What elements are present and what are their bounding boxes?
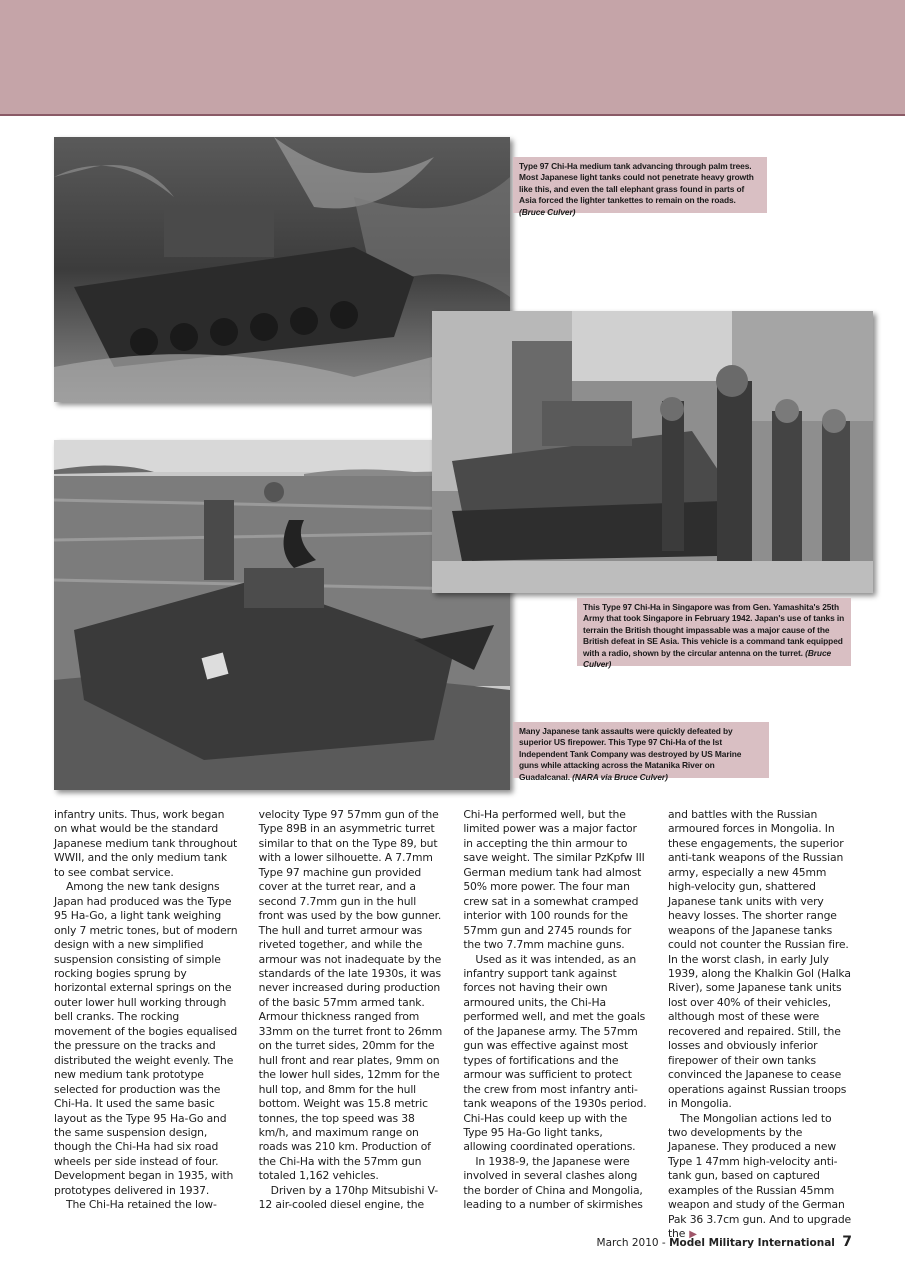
photo-singapore-tank <box>432 311 873 593</box>
article-body <box>54 808 852 1241</box>
caption-credit: (Bruce Culver) <box>583 647 832 670</box>
article-column-2 <box>259 808 443 1220</box>
header-band <box>0 0 905 114</box>
paragraph: In 1938-9, the Japanese were involved in several clashes along the border of China and Mongolia, leading to a number of skirmishes <box>463 1154 643 1212</box>
caption-guadalcanal <box>513 722 769 782</box>
caption-text: This Type 97 Chi-Ha in Singapore was from Gen. Yamashita's 25th Army that took Singapore in February 1942. Japan's use of tanks in terrain the British thought impassable was a major cause of the British defeat in SE Asia. This vehicle is a command tank equipped with a radio, shown by the circular antenna on the turret. <box>583 602 845 658</box>
page-number: 7 <box>842 1234 852 1250</box>
paragraph: velocity Type 97 57mm gun of the Type 89B in an asymmetric turret similar to that on the Type 89, but with a lower silhouette. A 7.7mm Type 97 machine gun provided cover at the turret rear, and a second 7.7mm gun in the hull front was used by the bow gunner. The hull and turret armour was riveted together, and while the armour was not inadequate by the standards of the late 1930s, it was never increased during production of the basic 57mm armed tank. Armour thickness ranged from 33mm on the turret front to 26mm on the turret sides, 20mm for the hull front and rear plates, 9mm on the lower hull sides, 12mm for the hull top, and 8mm for the hull bottom. Weight was 15.8 metric tonnes, the top speed was 38 km/h, and maximum range on roads was 210 km. Production of the Chi-Ha with the 57mm gun totaled 1,162 vehicles. <box>258 808 443 1183</box>
header-rule <box>0 114 905 116</box>
article-column-3 <box>463 808 647 1220</box>
paragraph: and battles with the Russian armoured forces in Mongolia. In these engagements, the superior anti-tank weapons of the Russian army, especially a new 45mm high-velocity gun, shattered Japanese tank units with very heavy losses. The shorter range weapons of the Japanese tanks could not counter the Russian fire. In the worst clash, in early July 1939, along the Khalkin Gol (Halka River), some Japanese tank units lost over 40% of their vehicles, although most of these were recovered and repaired. Still, the losses and obviously inferior firepower of their own tanks convinced the Japanese to cease operations against Russian troops in Mongolia. <box>667 808 851 1111</box>
paragraph-text: The Mongolian actions led to two developments by the Japanese. They produced a new Type 1 47mm high-velocity anti-tank gun, based on captured examples of the Russian 45mm weapon and study of the German Pak 36 3.7cm gun. And to upgrade the <box>667 1111 852 1241</box>
paragraph <box>668 1112 852 1243</box>
paragraph: Driven by a 170hp Mitsubishi V-12 air-cooled diesel engine, the <box>258 1183 438 1212</box>
caption-text: Many Japanese tank assaults were quickly defeated by superior US firepower. This Type 97 Chi-Ha of the Ist Independent Tank Company was destroyed by US Marine guns while attacking across the Matanika River on Guadalcanal. <box>519 726 742 782</box>
paragraph: Among the new tank designs Japan had produced was the Type 95 Ha-Go, a light tank weighing only 7 metric tones, but of modern design with a new simplified suspension consisting of simple rocking bogies sprung by horizontal external springs on the outer lower hull working through bell cranks. The rocking movement of the bogies equalised the pressure on the tracks and distributed the weight evenly. The new medium tank prototype selected for production was the Chi-Ha. It used the same basic layout as the Type 95 Ha-Go and the same suspension design, though the Chi-Ha had six road wheels per side instead of four. Development began in 1935, with prototypes delivered in 1937. <box>54 880 238 1197</box>
issue-date: March 2010 - <box>596 1237 666 1249</box>
caption-credit: (Bruce Culver) <box>519 206 576 217</box>
continue-arrow-icon: ▶ <box>689 1229 697 1241</box>
paragraph: infantry units. Thus, work began on what would be the standard Japanese medium tank throughout WWII, and the only medium tank to see combat service. <box>54 808 238 879</box>
paragraph: Used as it was intended, as an infantry support tank against forces not having their own armoured units, the Chi-Ha performed well, and met the goals of the Japanese army. The 57mm gun was effective against most types of fortifications and the armour was sufficient to protect the crew from most infantry anti-tank weapons of the 1930s period. Chi-Has could keep up with the Type 95 Ha-Go light tanks, allowing coordinated operations. <box>463 952 647 1154</box>
magazine-name: Model Military International <box>669 1237 835 1249</box>
article-column-1 <box>54 808 238 1220</box>
page-footer <box>597 1234 852 1250</box>
caption-text: Type 97 Chi-Ha medium tank advancing through palm trees. Most Japanese light tanks could not penetrate heavy growth like this, and even the tall elephant grass found in parts of Asia forced the lighter tankettes to remain on the roads. <box>519 161 754 206</box>
paragraph: Chi-Ha performed well, but the limited power was a major factor in accepting the thin armour to save weight. The similar PzKpfw III German medium tank had almost 50% more power. The four man crew sat in a somewhat cramped interior with 100 rounds for the 57mm gun and 2745 rounds for the two 7.7mm machine guns. <box>463 808 645 952</box>
caption-palm-trees <box>513 157 767 217</box>
article-column-4 <box>667 808 852 1241</box>
caption-singapore <box>577 598 851 670</box>
caption-credit: (NARA via Bruce Culver) <box>572 771 668 782</box>
paragraph: The Chi-Ha retained the low- <box>66 1198 217 1212</box>
